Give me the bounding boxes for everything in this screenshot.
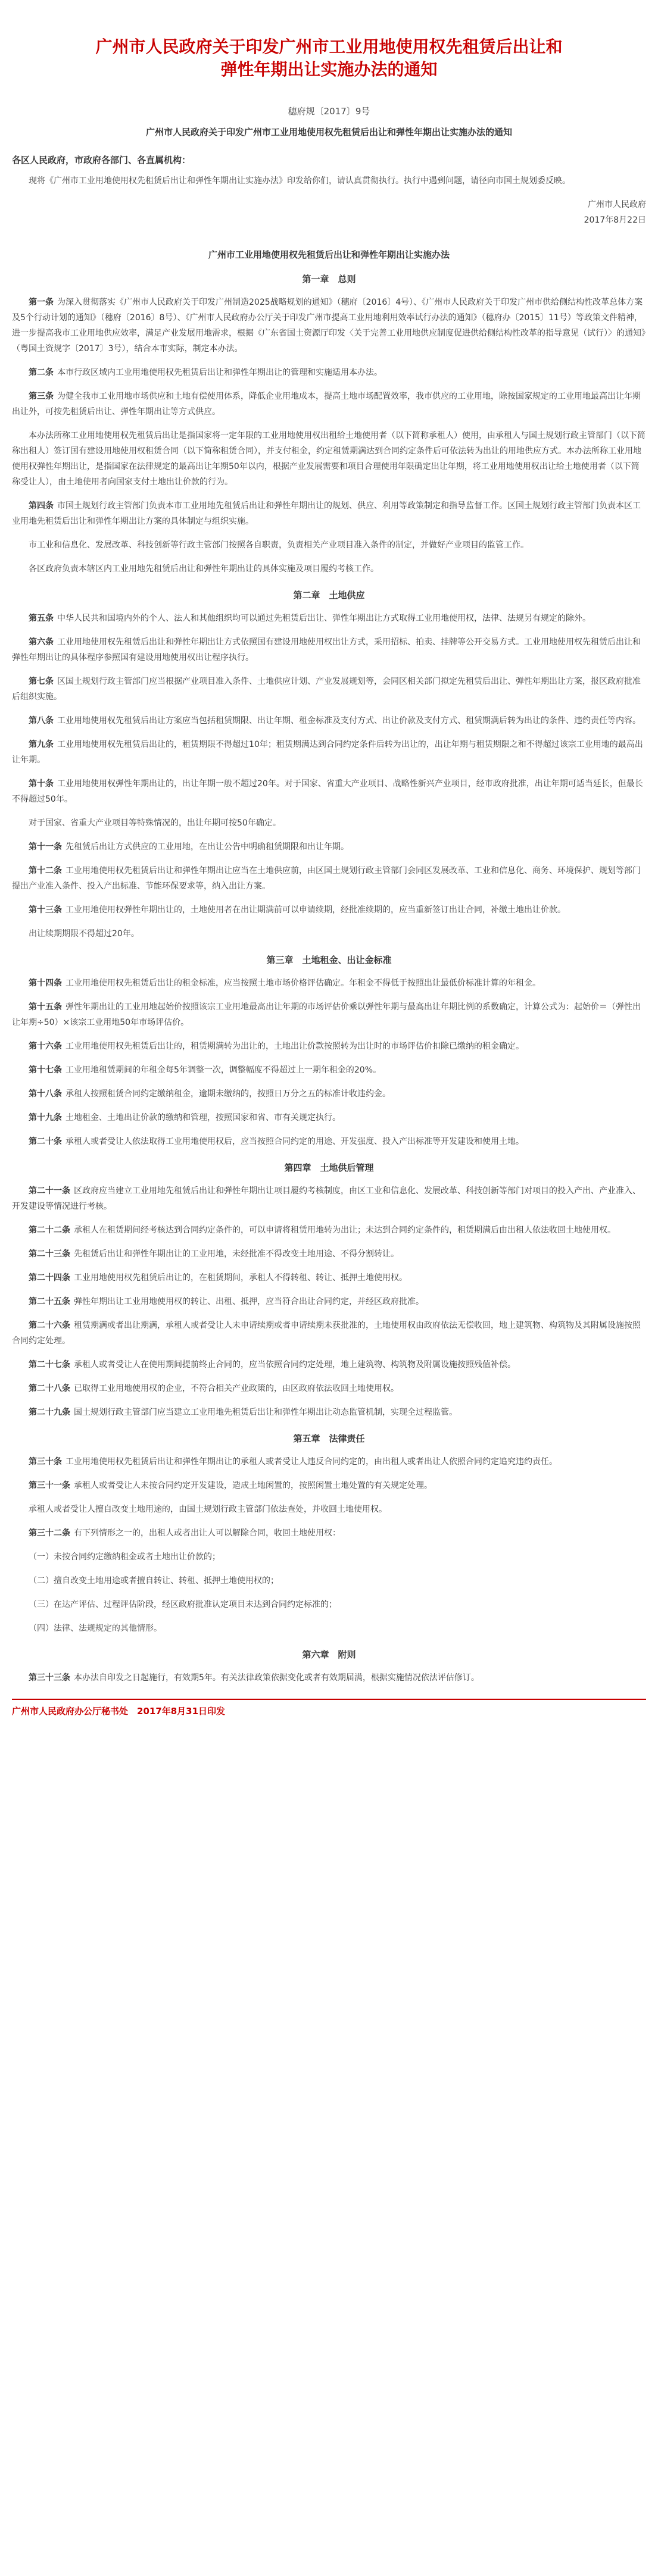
article-paragraph — [12, 1670, 646, 1686]
article-paragraph — [12, 1110, 646, 1126]
article-text: 工业用地使用权先租赁后出让方案应当包括租赁期限、出让年期、租金标准及支付方式、出让价款及支付方式、租赁期满后转为出让的条件、违约责任等内容。 — [57, 716, 641, 726]
article-text: 土地租金、土地出让价款的缴纳和管理，按照国家和省、市有关规定执行。 — [66, 1113, 341, 1123]
article-text: 为健全我市工业用地市场供应和土地有偿使用体系，降低企业用地成本，提高土地市场配置效率，我市供应的工业用地，除按国家规定的工业用地最高出让年期出让外，可按先租赁后出让、弹性年期出让等方式供应。 — [12, 392, 641, 417]
chapter-title: 第三章 土地租金、出让金标准 — [266, 955, 392, 965]
article-number: 第十条 — [29, 779, 54, 789]
article-number: 第十四条 — [29, 978, 62, 988]
notice-body: 现将《广州市工业用地使用权先租赁后出让和弹性年期出让实施办法》印发给你们，请认真贯彻执行。执行中遇到问题，请径向市国土规划委反映。 — [29, 176, 570, 186]
article-number: 第二十条 — [29, 1137, 62, 1146]
article-number: 第四条 — [29, 501, 54, 511]
article-paragraph — [12, 713, 646, 729]
article-number: 第一条 — [29, 298, 54, 307]
article-number: 第二条 — [29, 368, 54, 377]
article-text: 中华人民共和国境内外的个人、法人和其他组织均可以通过先租赁后出让、弹性年期出让方式取得工业用地使用权，法律、法规另有规定的除外。 — [57, 614, 591, 623]
article-paragraph — [12, 1597, 646, 1612]
article-number: 第二十五条 — [29, 1297, 70, 1306]
article-paragraph — [12, 839, 646, 855]
article-text: 本办法自印发之日起施行，有效期5年。有关法律政策依据变化或者有效期届满，根据实施情况依法评估修订。 — [74, 1673, 479, 1683]
article-text: 租赁期满或者出让期满，承租人或者受让人未申请续期或者申请续期未获批准的，土地使用权由政府依法无偿收回，地上建筑物、构筑物及其附属设施按照合同约定处理。 — [12, 1321, 641, 1346]
issue-date: 2017年8月22日 — [584, 215, 646, 225]
article-number: 第十二条 — [29, 866, 62, 876]
document-title: 广州市人民政府关于印发广州市工业用地使用权先租赁后出让和弹性年期出让实施办法的通知 — [95, 37, 563, 79]
article-paragraph — [12, 863, 646, 894]
article-paragraph — [12, 1246, 646, 1262]
article-paragraph — [12, 1086, 646, 1102]
chapter-title: 第六章 附则 — [302, 1649, 356, 1660]
signer: 广州市人民政府 — [588, 200, 646, 210]
article-number: 第九条 — [29, 740, 54, 749]
article-number: 第十七条 — [29, 1065, 62, 1075]
article-text: 各区政府负责本辖区内工业用地先租赁后出让和弹性年期出让的具体实施及项目履约考核工作。 — [29, 564, 379, 574]
article-paragraph — [12, 1357, 646, 1373]
article-paragraph — [12, 1478, 646, 1493]
article-number: 第二十一条 — [29, 1186, 70, 1196]
article-number: 第三条 — [29, 392, 54, 401]
article-number: 第十五条 — [29, 1002, 62, 1012]
article-paragraph — [12, 1294, 646, 1309]
article-paragraph — [12, 1062, 646, 1078]
article-text: 承租人或者受让人依法取得工业用地使用权后，应当按照合同约定的用途、开发强度、投入产出标准等开发建设和使用土地。 — [66, 1137, 524, 1146]
article-paragraph — [12, 428, 646, 490]
article-text: （一）未按合同约定缴纳租金或者土地出让价款的； — [29, 1552, 220, 1562]
article-paragraph — [12, 1502, 646, 1517]
article-paragraph — [12, 611, 646, 626]
article-number: 第十六条 — [29, 1042, 62, 1051]
article-paragraph — [12, 634, 646, 665]
article-number: 第三十二条 — [29, 1528, 70, 1538]
article-paragraph — [12, 926, 646, 942]
article-paragraph — [12, 1270, 646, 1286]
article-number: 第二十四条 — [29, 1273, 70, 1283]
article-paragraph — [12, 537, 646, 553]
article-paragraph — [12, 295, 646, 357]
article-number: 第六条 — [29, 637, 54, 647]
article-text: （二）擅自改变土地用途或者擅自转让、转租、抵押土地使用权的； — [29, 1576, 279, 1586]
article-text: 先租赁后出让和弹性年期出让的工业用地，未经批准不得改变土地用途、不得分割转让。 — [74, 1249, 399, 1259]
article-text: 承租人按照租赁合同约定缴纳租金，逾期未缴纳的，按照日万分之五的标准计收违约金。 — [66, 1089, 391, 1099]
article-paragraph — [12, 1223, 646, 1238]
chapters-container — [12, 273, 646, 1686]
article-text: 工业用地使用权先租赁后出让的租金标准，应当按照土地市场价格评估确定。年租金不得低于按照出让最低价标准计算的年租金。 — [66, 978, 541, 988]
article-text: 出让续期期限不得超过20年。 — [29, 929, 139, 939]
article-number: 第十八条 — [29, 1089, 62, 1099]
article-text: 工业用地使用权先租赁后出让和弹性年期出让应当在土地供应前，由区国土规划行政主管部门会同区发展改革、工业和信息化、商务、环境保护、规划等部门提出产业准入条件、投入产出标准、节能环保要求等，纳入出让方案。 — [12, 866, 641, 891]
article-number: 第八条 — [29, 716, 54, 726]
article-number: 第二十三条 — [29, 1249, 70, 1259]
article-paragraph — [12, 1405, 646, 1420]
article-number: 第二十八条 — [29, 1384, 70, 1393]
article-paragraph — [12, 1549, 646, 1565]
document-number: 穗府规〔2017〕9号 — [288, 106, 370, 117]
article-text: 市工业和信息化、发展改革、科技创新等行政主管部门按照各自职责，负责相关产业项目准入条件的制定，并做好产业项目的监管工作。 — [29, 540, 529, 550]
article-number: 第十三条 — [29, 905, 62, 915]
article-text: 先租赁后出让方式供应的工业用地，在出让公告中明确租赁期限和出让年期。 — [66, 842, 349, 852]
article-text: （四）法律、法规规定的其他情形。 — [29, 1624, 162, 1633]
article-paragraph — [12, 1454, 646, 1470]
article-text: 市国土规划行政主管部门负责本市工业用地先租赁后出让和弹性年期出让的规划、供应、利用等政策制定和指导监督工作。区国土规划行政主管部门负责本区工业用地先租赁后出让和弹性年期出让方案的具体制定与组织实施。 — [12, 501, 641, 526]
article-paragraph — [12, 1525, 646, 1541]
chapter-title: 第一章 总则 — [302, 274, 356, 285]
article-text: 区国土规划行政主管部门应当根据产业项目准入条件、土地供应计划、产业发展规划等，会同区相关部门拟定先租赁后出让、弹性年期出让方案，报区政府批准后组织实施。 — [12, 677, 641, 702]
article-paragraph — [12, 389, 646, 420]
article-number: 第七条 — [29, 677, 54, 686]
article-paragraph — [12, 561, 646, 577]
article-text: 区政府应当建立工业用地先租赁后出让和弹性年期出让项目履约考核制度，由区工业和信息化、发展改革、科技创新等部门对项目的投入产出、产业准入、开发建设等情况进行考核。 — [12, 1186, 641, 1211]
chapter-title: 第二章 土地供应 — [293, 590, 365, 601]
article-number: 第二十二条 — [29, 1226, 70, 1235]
article-paragraph — [12, 1381, 646, 1396]
article-paragraph — [12, 1183, 646, 1214]
article-paragraph — [12, 776, 646, 807]
article-number: 第三十三条 — [29, 1673, 70, 1683]
article-paragraph — [12, 1134, 646, 1149]
chapter-title: 第五章 法律责任 — [293, 1433, 365, 1444]
measures-title: 广州市工业用地使用权先租赁后出让和弹性年期出让实施办法 — [208, 249, 450, 260]
article-number: 第三十一条 — [29, 1481, 70, 1490]
article-text: 承租人或者受让人在使用期间提前终止合同的，应当依照合同约定处理，地上建筑物、构筑物及附属设施按照残值补偿。 — [74, 1360, 516, 1370]
article-number: 第五条 — [29, 614, 54, 623]
article-text: 已取得工业用地使用权的企业，不符合相关产业政策的，由区政府依法收回土地使用权。 — [74, 1384, 399, 1393]
article-text: 弹性年期出让工业用地使用权的转让、出租、抵押，应当符合出让合同约定，并经区政府批准。 — [74, 1297, 424, 1306]
article-text: 弹性年期出让的工业用地起始价按照该宗工业用地最高出让年期的市场评估价乘以弹性年期与最高出让年期比例的系数确定，计算公式为：起始价＝（弹性出让年期÷50）×该宗工业用地50年市场评估价。 — [12, 1002, 641, 1027]
article-paragraph — [12, 902, 646, 918]
article-paragraph — [12, 737, 646, 768]
article-number: 第十一条 — [29, 842, 62, 852]
article-text: 承租人或者受让人未按合同约定开发建设，造成土地闲置的，按照闲置土地处置的有关规定处理。 — [74, 1481, 432, 1490]
article-text: 为深入贯彻落实《广州市人民政府关于印发广州制造2025战略规划的通知》（穗府〔2016〕4号）、《广州市人民政府关于印发广州市供给侧结构性改革总体方案及5个行动计划的通知》（穗府〔2016〕8号）、《广州市人民政府办公厅关于印发广州市提高工业用地利用效率试行办法的通知》（穗府办〔2015〕11号）等政策文件精神，进一步提高我市工业用地供应效率，满足产业发展用地需求，根据《广东省国土资源厅印发〈关于完善工业用地供应制度促进供给侧结构性改革的指导意见（试行）〉的通知》（粤国土资规字〔2017〕3号），结合本市实际，制定本办法。 — [12, 298, 645, 354]
article-paragraph — [12, 1039, 646, 1054]
footer-imprint: 广州市人民政府办公厅秘书处 2017年8月31日印发 — [12, 1699, 646, 1717]
article-paragraph — [12, 999, 646, 1030]
article-text: 工业用地使用权弹性年期出让的，土地使用者在出让期满前可以申请续期，经批准续期的，应当重新签订出让合同，补缴土地出让价款。 — [66, 905, 566, 915]
article-text: 工业用地使用权弹性年期出让的，出让年期一般不超过20年。对于国家、省重大产业项目、战略性新兴产业项目，经市政府批准，出让年期可适当延长，但最长不得超过50年。 — [12, 779, 643, 804]
article-paragraph — [12, 976, 646, 991]
article-number: 第二十六条 — [29, 1321, 70, 1330]
article-number: 第十九条 — [29, 1113, 62, 1123]
article-paragraph — [12, 815, 646, 831]
article-text: 工业用地租赁期间的年租金每5年调整一次，调整幅度不得超过上一期年租金的20%。 — [66, 1065, 382, 1075]
article-text: 对于国家、省重大产业项目等特殊情况的，出让年期可按50年确定。 — [29, 818, 281, 828]
article-text: 工业用地使用权先租赁后出让和弹性年期出让的承租人或者受让人违反合同约定的，由出租人或者出让人依照合同约定追究违约责任。 — [66, 1457, 557, 1467]
article-number: 第三十条 — [29, 1457, 62, 1467]
article-text: 工业用地使用权先租赁后出让和弹性年期出让方式依照国有建设用地使用权出让方式，采用招标、拍卖、挂牌等公开交易方式。工业用地使用权先租赁后出让和弹性年期出让的具体程序参照国有建设用地使用权出让程序执行。 — [12, 637, 641, 662]
article-text: 国土规划行政主管部门应当建立工业用地先租赁后出让和弹性年期出让动态监管机制，实现全过程监管。 — [74, 1408, 457, 1417]
article-text: 工业用地使用权先租赁后出让的，租赁期满转为出让的，土地出让价款按照转为出让时的市场评估价扣除已缴纳的租金确定。 — [66, 1042, 524, 1051]
article-text: 承租人或者受让人擅自改变土地用途的，由国土规划行政主管部门依法查处，并收回土地使用权。 — [29, 1505, 387, 1514]
article-paragraph — [12, 365, 646, 380]
notice-subtitle: 广州市人民政府关于印发广州市工业用地使用权先租赁后出让和弹性年期出让实施办法的通知 — [145, 127, 512, 137]
article-paragraph — [12, 674, 646, 705]
article-paragraph — [12, 1318, 646, 1349]
article-number: 第二十九条 — [29, 1408, 70, 1417]
article-text: 工业用地使用权先租赁后出让的，租赁期限不得超过10年；租赁期满达到合同约定条件后转为出让的，出让年期与租赁期限之和不得超过该宗工业用地的最高出让年期。 — [12, 740, 643, 765]
article-number: 第二十七条 — [29, 1360, 70, 1370]
article-text: 本办法所称工业用地使用权先租赁后出让是指国家将一定年限的工业用地使用权出租给土地使用者（以下简称承租人）使用，由承租人与国土规划行政主管部门（以下简称出租人）签订国有建设用地使用权租赁合同（以下简称租赁合同），并支付租金，约定租赁期满达到合同约定条件后可依法转为出让的用地供应方式。本办法所称工业用地使用权弹性年期出让，是指国家在法律规定的最高出让年期50年以内，根据产业发展需要和项目合理使用年限确定出让年期，将工业用地使用权出让给土地使用者（以下简称受让人），由土地使用者向国家支付土地出让价款的行为。 — [12, 431, 645, 487]
article-paragraph — [12, 1621, 646, 1636]
addressee: 各区人民政府，市政府各部门、各直属机构： — [12, 155, 191, 165]
article-text: 承租人在租赁期间经考核达到合同约定条件的，可以申请将租赁用地转为出让；未达到合同约定条件的，租赁期满后由出租人依法收回土地使用权。 — [74, 1226, 616, 1235]
article-paragraph — [12, 498, 646, 529]
article-text: 有下列情形之一的，出租人或者出让人可以解除合同，收回土地使用权： — [74, 1528, 341, 1538]
article-text: （三）在达产评估、过程评估阶段，经区政府批准认定项目未达到合同约定标准的； — [29, 1600, 337, 1609]
chapter-title: 第四章 土地供后管理 — [284, 1162, 374, 1173]
article-text: 工业用地使用权先租赁后出让的，在租赁期间，承租人不得转租、转让、抵押土地使用权。 — [74, 1273, 407, 1283]
article-text: 本市行政区域内工业用地使用权先租赁后出让和弹性年期出让的管理和实施适用本办法。 — [57, 368, 382, 377]
article-paragraph — [12, 1573, 646, 1589]
